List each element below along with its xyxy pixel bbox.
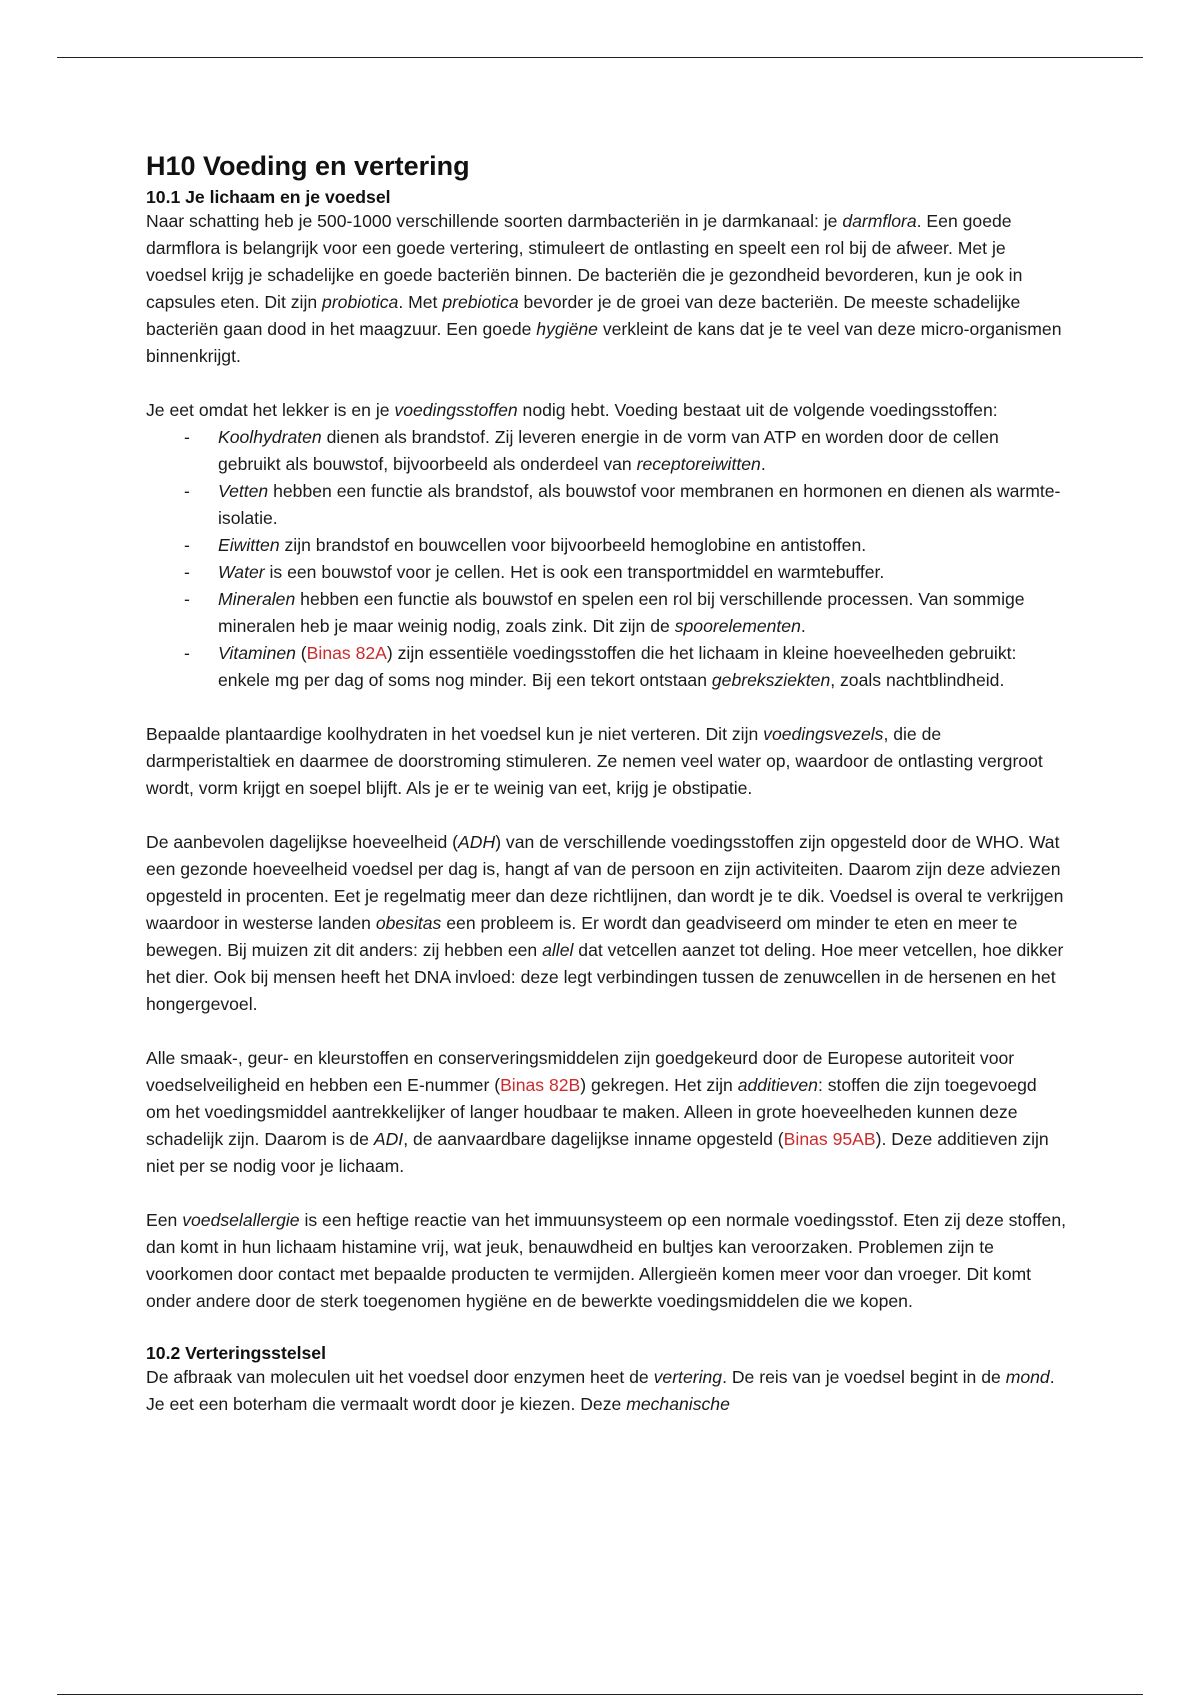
italic-term: Koolhydraten bbox=[218, 427, 322, 447]
binas-reference: Binas 95AB bbox=[783, 1129, 876, 1149]
paragraph-voedingsstoffen-intro bbox=[146, 397, 1066, 424]
text-run: , de aanvaardbare dagelijkse inname opgesteld ( bbox=[403, 1129, 784, 1149]
italic-term: obesitas bbox=[375, 913, 442, 933]
binas-reference: Binas 82A bbox=[306, 643, 387, 663]
text-run: ) gekregen. Het zijn bbox=[580, 1075, 738, 1095]
italic-term: mechanische bbox=[626, 1394, 730, 1414]
footer-rule bbox=[57, 1694, 1143, 1695]
text-run: hebben een functie als bouwstof en spelen een rol bij verschillende processen. Van sommige mineralen heb je maar weinig nodig, zoals zink. Dit zijn de bbox=[218, 589, 1025, 636]
text-run: . Een goede darmflora is belangrijk voor een goede vertering, stimuleert de ontlasting en speelt een rol bij de afweer. Met je voedsel krijg je schadelijke en goede bacteriën binnen. De bacteriën die je gezondheid bevorderen, kun je ook in capsules eten. Dit zijn bbox=[146, 211, 1023, 312]
list-item-water bbox=[146, 559, 1066, 586]
text-run: is een heftige reactie van het immuunsysteem op een normale voedingsstof. Eten zij deze stoffen, dan komt in hun lichaam histamine vrij, wat jeuk, benauwdheid en bultjes kan veroorzaken. Problemen zijn te voorkomen door contact met bepaalde producten te vermijden. Allergieën komen meer voor dan vroeger. Dit komt onder andere door de sterk toegenomen hygiëne en de bewerkte voedingsmiddelen die we kopen. bbox=[146, 1210, 1066, 1311]
italic-term: voedingsstoffen bbox=[394, 400, 518, 420]
italic-term: Water bbox=[218, 562, 265, 582]
italic-term: ADH bbox=[458, 832, 496, 852]
text-run: hebben een functie als brandstof, als bouwstof voor membranen en hormonen en dienen als warmte-isolatie. bbox=[218, 481, 1061, 528]
italic-term: hygiëne bbox=[536, 319, 598, 339]
text-run: een probleem is. Er wordt dan geadviseerd om minder te eten en meer te bewegen. Bij muizen zit dit anders: zij hebben een bbox=[146, 913, 1018, 960]
text-run: ( bbox=[295, 643, 307, 663]
text-run: nodig hebt. Voeding bestaat uit de volgende voedingsstoffen: bbox=[517, 400, 998, 420]
text-run: Naar schatting heb je 500-1000 verschillende soorten darmbacteriën in je darmkanaal: je bbox=[146, 211, 843, 231]
list-item-vitaminen bbox=[146, 640, 1066, 694]
text-run: Een bbox=[146, 1210, 183, 1230]
italic-term: prebiotica bbox=[442, 292, 519, 312]
paragraph-voedingsvezels bbox=[146, 721, 1066, 802]
text-run: dat vetcellen aanzet tot deling. Hoe meer vetcellen, hoe dikker het dier. Ook bij mensen heeft het DNA invloed: deze legt verbindingen tussen de zenuwcellen in de hersenen en het hongergevoel. bbox=[146, 940, 1064, 1014]
italic-term: additieven bbox=[737, 1075, 818, 1095]
italic-term: allel bbox=[542, 940, 574, 960]
text-run: . De reis van je voedsel begint in de bbox=[722, 1367, 1006, 1387]
paragraph-darmflora bbox=[146, 208, 1066, 370]
text-run: De afbraak van moleculen uit het voedsel door enzymen heet de bbox=[146, 1367, 654, 1387]
paragraph-gap bbox=[146, 694, 1066, 721]
italic-term: vertering bbox=[653, 1367, 723, 1387]
text-run: ). Deze additieven zijn niet per se nodig voor je lichaam. bbox=[146, 1129, 1049, 1176]
text-run: ) van de verschillende voedingsstoffen zijn opgesteld door de WHO. Wat een gezonde hoeveelheid voedsel per dag is, hangt af van de persoon en zijn activiteiten. Daarom zijn deze adviezen opgesteld in procenten. Eet je regelmatig meer dan deze richtlijnen, dan wordt je te dik. Voedsel is overal te verkrijgen waardoor in westerse landen bbox=[146, 832, 1064, 933]
section-heading-10-1: 10.1 Je lichaam en je voedsel bbox=[146, 187, 391, 207]
italic-term: mond bbox=[1005, 1367, 1050, 1387]
list-item-vetten bbox=[146, 478, 1066, 532]
italic-term: spoorelementen bbox=[674, 616, 801, 636]
paragraph-vertering bbox=[146, 1364, 1066, 1418]
italic-term: Eiwitten bbox=[218, 535, 280, 555]
text-run: Je eet omdat het lekker is en je bbox=[146, 400, 395, 420]
italic-term: receptoreiwitten bbox=[636, 454, 761, 474]
list-item-mineralen bbox=[146, 586, 1066, 640]
paragraph-voedselallergie bbox=[146, 1207, 1066, 1315]
paragraph-gap bbox=[146, 1180, 1066, 1207]
text-run: : stoffen die zijn toegevoegd om het voedingsmiddel aantrekkelijker of langer houdbaar te maken. Alleen in grote hoeveelheden kunnen deze schadelijk zijn. Daarom is de bbox=[146, 1075, 1037, 1149]
list-item-koolhydraten bbox=[146, 424, 1066, 478]
binas-reference: Binas 82B bbox=[500, 1075, 581, 1095]
paragraph-gap bbox=[146, 370, 1066, 397]
text-run: . Je eet een boterham die vermaalt wordt door je kiezen. Deze bbox=[146, 1367, 1055, 1414]
text-run: ) zijn essentiële voedingsstoffen die het lichaam in kleine hoeveelheden gebruikt: enkele mg per dag of soms nog minder. Bij een tekort ontstaan bbox=[218, 643, 1017, 690]
list-item-eiwitten bbox=[146, 532, 1066, 559]
paragraph-gap bbox=[146, 1315, 1066, 1342]
text-run: verkleint de kans dat je te veel van deze micro-organismen binnenkrijgt. bbox=[146, 319, 1062, 366]
text-run: Bepaalde plantaardige koolhydraten in het voedsel kun je niet verteren. Dit zijn bbox=[146, 724, 764, 744]
text-run: . bbox=[800, 616, 806, 636]
nutrient-list bbox=[146, 424, 1066, 694]
document-body bbox=[146, 146, 1066, 1418]
italic-term: Mineralen bbox=[218, 589, 296, 609]
italic-term: probiotica bbox=[322, 292, 399, 312]
italic-term: Vitaminen bbox=[218, 643, 296, 663]
text-run: . bbox=[760, 454, 766, 474]
text-run: , zoals nachtblindheid. bbox=[830, 670, 1005, 690]
italic-term: ADI bbox=[373, 1129, 404, 1149]
paragraph-adh bbox=[146, 829, 1066, 1018]
text-run: bevorder je de groei van deze bacteriën. De meeste schadelijke bacteriën gaan dood in het maagzuur. Een goede bbox=[146, 292, 1021, 339]
italic-term: darmflora bbox=[842, 211, 917, 231]
text-run: zijn brandstof en bouwcellen voor bijvoorbeeld hemoglobine en antistoffen. bbox=[279, 535, 867, 555]
italic-term: voedingsvezels bbox=[763, 724, 884, 744]
italic-term: gebreksziekten bbox=[711, 670, 831, 690]
text-run: is een bouwstof voor je cellen. Het is ook een transportmiddel en warmtebuffer. bbox=[264, 562, 885, 582]
italic-term: Vetten bbox=[218, 481, 269, 501]
paragraph-gap bbox=[146, 802, 1066, 829]
paragraph-gap bbox=[146, 1018, 1066, 1045]
text-run: De aanbevolen dagelijkse hoeveelheid ( bbox=[146, 832, 459, 852]
chapter-title: H10 Voeding en vertering bbox=[146, 151, 470, 181]
text-run: dienen als brandstof. Zij leveren energie in de vorm van ATP en worden door de cellen gebruikt als bouwstof, bijvoorbeeld als onderdeel van bbox=[218, 427, 999, 474]
text-run: , die de darmperistaltiek en daarmee de doorstroming stimuleren. Ze nemen veel water op, waardoor de ontlasting vergroot wordt, vorm krijgt en soepel blijft. Als je er te weinig van eet, krijg je obstipatie. bbox=[146, 724, 1043, 798]
text-run: . Met bbox=[398, 292, 443, 312]
section-heading-10-2: 10.2 Verteringsstelsel bbox=[146, 1343, 326, 1363]
header-rule bbox=[57, 57, 1143, 58]
italic-term: voedselallergie bbox=[182, 1210, 300, 1230]
text-run: Alle smaak-, geur- en kleurstoffen en conserveringsmiddelen zijn goedgekeurd door de Europese autoriteit voor voedselveiligheid en hebben een E-nummer ( bbox=[146, 1048, 1015, 1095]
paragraph-additieven bbox=[146, 1045, 1066, 1180]
